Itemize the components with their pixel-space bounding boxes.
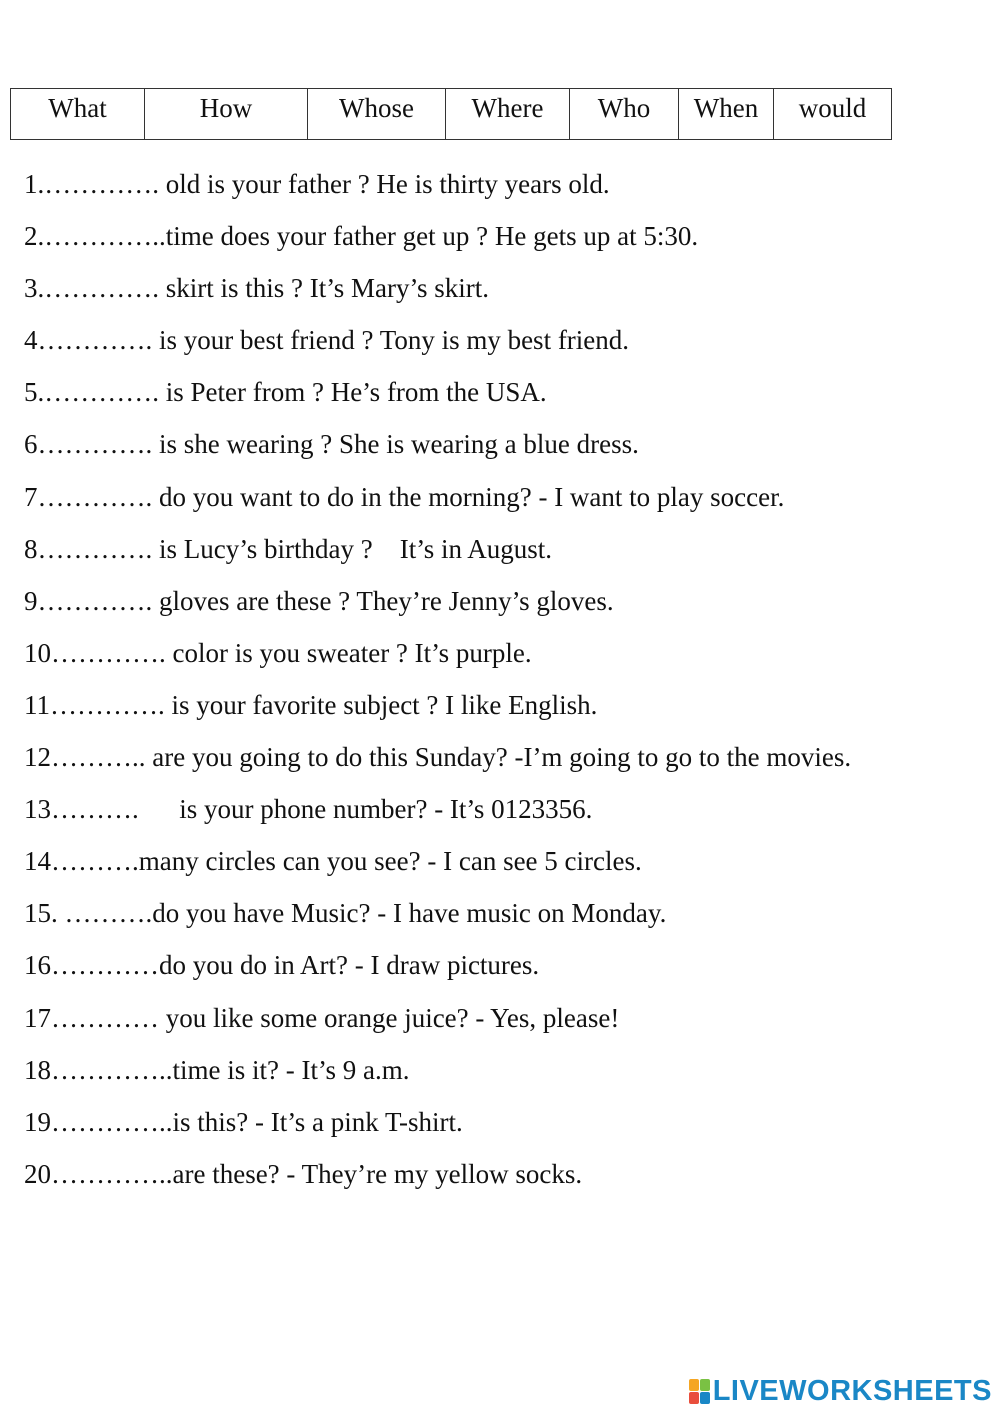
exercise-item: 4…………. is your best friend ? Tony is my best friend. [24,325,630,356]
word-bank-cell: Who [570,89,679,140]
word-bank-row [11,89,892,140]
liveworksheets-logo [689,1374,992,1408]
exercise-item: 6…………. is she wearing ? She is wearing a blue dress. [24,429,639,460]
word-bank-cell: How [145,89,308,140]
exercise-item: 3.…………. skirt is this ? It’s Mary’s skirt. [24,273,489,304]
exercise-item: 19…………..is this? - It’s a pink T-shirt. [24,1106,463,1137]
exercise-item: 11…………. is your favorite subject ? I like English. [24,689,598,720]
word-bank-cell: Whose [308,89,446,140]
exercise-list [24,162,994,1204]
exercise-item: 12……….. are you going to do this Sunday? -I’m going to go to the movies. [24,742,852,773]
exercise-item: 14……….many circles can you see? - I can see 5 circles. [24,846,642,877]
word-bank-cell: Where [446,89,570,140]
liveworksheets-mark-icon [689,1377,711,1405]
exercise-item: 13………. is your phone number? - It’s 0123356. [24,794,593,825]
exercise-item: 9…………. gloves are these ? They’re Jenny’s gloves. [24,585,614,616]
word-bank-cell: would [774,89,892,140]
word-bank-cell: What [11,89,145,140]
word-bank-table [10,88,892,140]
exercise-item: 16…………do you do in Art? - I draw pictures. [24,950,540,981]
exercise-item: 2.…………..time does your father get up ? He gets up at 5:30. [24,221,699,252]
word-bank-cell: When [679,89,774,140]
exercise-item: 17………… you like some orange juice? - Yes, please! [24,1002,620,1033]
exercise-item: 15. ……….do you have Music? - I have music on Monday. [24,898,667,929]
exercise-item: 8…………. is Lucy’s birthday ? It’s in August. [24,533,552,564]
exercise-item: 7…………. do you want to do in the morning? - I want to play soccer. [24,481,785,512]
exercise-item: 5.…………. is Peter from ? He’s from the USA. [24,377,547,408]
exercise-item: 20…………..are these? - They’re my yellow socks. [24,1158,583,1189]
exercise-item: 18…………..time is it? - It’s 9 a.m. [24,1054,410,1085]
exercise-item: 1.…………. old is your father ? He is thirty years old. [24,169,610,199]
exercise-item: 10…………. color is you sweater ? It’s purple. [24,637,532,668]
logo-text: LIVEWORKSHEETS [712,1374,992,1407]
